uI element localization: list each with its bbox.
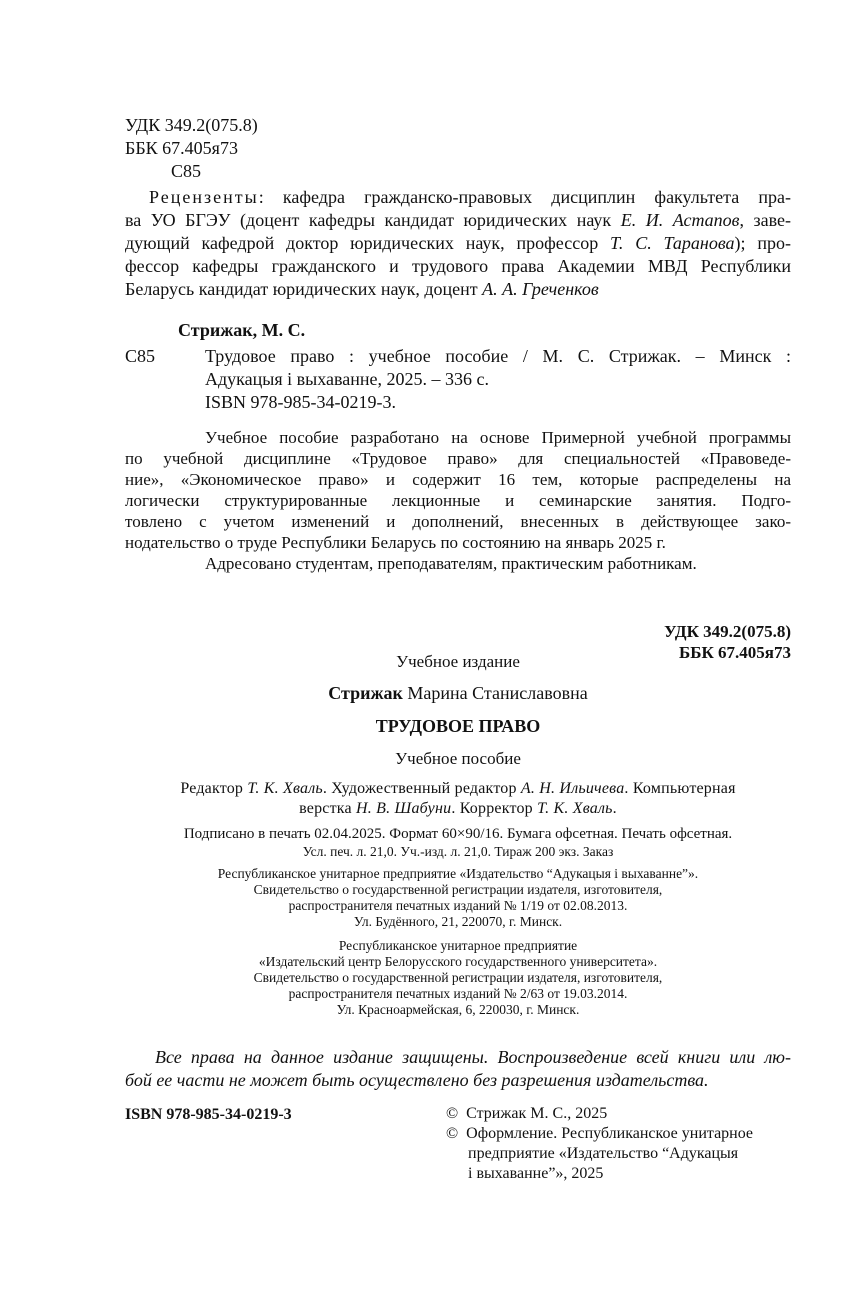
annotation-line: товлено с учетом изменений и дополнений, внесенных в действующее зако- (125, 512, 791, 531)
edition-type: Учебное издание (396, 652, 520, 671)
annotation-line: ние», «Экономическое право» и содержит 16 тем, которые распределены на (125, 470, 791, 489)
copyright-symbol: © (446, 1105, 459, 1122)
catalog-code: С85 (125, 346, 156, 366)
author-surname: Стрижак (328, 683, 403, 703)
printer-line: Республиканское унитарное предприятие (338, 938, 578, 953)
credits-block (125, 779, 791, 819)
reviewers-line-5: Беларусь кандидат юридических наук, доцент А. А. Греченков (125, 279, 599, 299)
print-sheets: Усл. печ. л. 21,0. Уч.-изд. л. 21,0. Тираж 200 экз. Заказ (302, 844, 614, 859)
catalog-isbn: ISBN 978-985-34-0219-3. (205, 392, 396, 412)
annotation-line: логически структурированные лекционные и семинарские занятия. Подго- (125, 491, 791, 510)
annotation-line: нодательство о труде Республики Беларусь по состоянию на январь 2025 г. (125, 533, 666, 552)
reviewers-label: Рецензенты (149, 187, 259, 207)
catalog-author-heading: Стрижак, М. С. (178, 320, 306, 340)
udk-block (125, 114, 258, 183)
publisher-line: распространителя печатных изданий № 1/19 от 02.08.2013. (288, 898, 628, 913)
printer-line: Ул. Красноармейская, 6, 220030, г. Минск. (336, 1002, 580, 1017)
udk-code-bold: УДК 349.2(075.8) (664, 622, 791, 641)
reviewers-line-2: ва УО БГЭУ (доцент кафедры кандидат юридических наук Е. И. Астапов, заве- (125, 210, 792, 230)
copyright-line-2: © Оформление. Республиканское унитарное (446, 1125, 754, 1142)
reviewers-block (125, 186, 791, 301)
print-signed: Подписано в печать 02.04.2025. Формат 60×90/16. Бумага офсетная. Печать офсетная. (183, 826, 733, 842)
bbk-code-bold: ББК 67.405я73 (678, 643, 791, 662)
annotation-audience: Адресовано студентам, преподавателям, практическим работникам. (205, 554, 697, 573)
udk-code: УДК 349.2(075.8) (125, 115, 258, 135)
catalog-line-2: Адукацыя і выхаванне, 2025. – 336 с. (205, 369, 489, 389)
copyright-line-1: © Стрижак М. С., 2025 (446, 1105, 608, 1122)
reviewers-line-3: дующий кафедрой доктор юридических наук, профессор Т. С. Таранова); про- (125, 233, 791, 253)
copyright-line-3: предприятие «Издательство “Адукацыя (468, 1145, 739, 1162)
annotation-line: Учебное пособие разработано на основе Примерной учебной программы (205, 428, 791, 447)
rights-line-1: Все права на данное издание защищены. Воспроизведение всей книги или лю- (155, 1047, 791, 1067)
printer-line: распространителя печатных изданий № 2/63 от 19.03.2014. (288, 986, 628, 1001)
reviewers-line-4: фессор кафедры гражданского и трудового права Академии МВД Республики (125, 256, 791, 276)
author-mark: С85 (171, 161, 202, 181)
credits-line-2: верстка Н. В. Шабуни. Корректор Т. К. Хваль. (299, 800, 617, 817)
rights-notice (125, 1046, 791, 1092)
annotation-block (125, 427, 791, 574)
printer-line: Свидетельство о государственной регистрации издателя, изготовителя, (253, 970, 663, 985)
book-subtitle: Учебное пособие (395, 749, 521, 768)
publisher-line: Свидетельство о государственной регистрации издателя, изготовителя, (253, 882, 663, 897)
author-given-names: Марина Станиславовна (402, 683, 588, 703)
publisher-line: Ул. Будённого, 21, 220070, г. Минск. (353, 914, 563, 929)
reviewers-line-1: Рецензенты: кафедра гражданско-правовых дисциплин факультета пра- (149, 187, 791, 207)
footer-isbn: ISBN 978-985-34-0219-3 (125, 1106, 292, 1123)
reviewer-name: Е. И. Астапов (620, 210, 740, 230)
rights-line-2: бой ее части не может быть осуществлено без разрешения издательства. (125, 1070, 709, 1090)
reviewer-name: Т. С. Таранова (610, 233, 735, 253)
annotation-line: по учебной дисциплине «Трудовое право» для специальностей «Правоведе- (125, 449, 791, 468)
reviewer-name: А. А. Греченков (482, 279, 599, 299)
credits-line-1: Редактор Т. К. Хваль. Художественный редактор А. Н. Ильичева. Компьютерная (180, 780, 736, 797)
copyright-symbol: © (446, 1125, 459, 1142)
bbk-code: ББК 67.405я73 (125, 138, 238, 158)
catalog-entry (205, 345, 791, 414)
publisher-block (125, 866, 791, 930)
book-title: ТРУДОВОЕ ПРАВО (375, 716, 541, 736)
copyright-block (446, 1104, 753, 1184)
copyright-line-4: і выхаванне”», 2025 (468, 1165, 604, 1182)
author-full-name (125, 682, 791, 705)
printer-block (125, 938, 791, 1018)
printer-line: «Издательский центр Белорусского государственного университета». (258, 954, 658, 969)
catalog-line-1: Трудовое право : учебное пособие / М. С. Стрижак. – Минск : (205, 346, 791, 366)
publisher-line: Республиканское унитарное предприятие «Издательство “Адукацыя і выхаванне”». (217, 866, 699, 881)
